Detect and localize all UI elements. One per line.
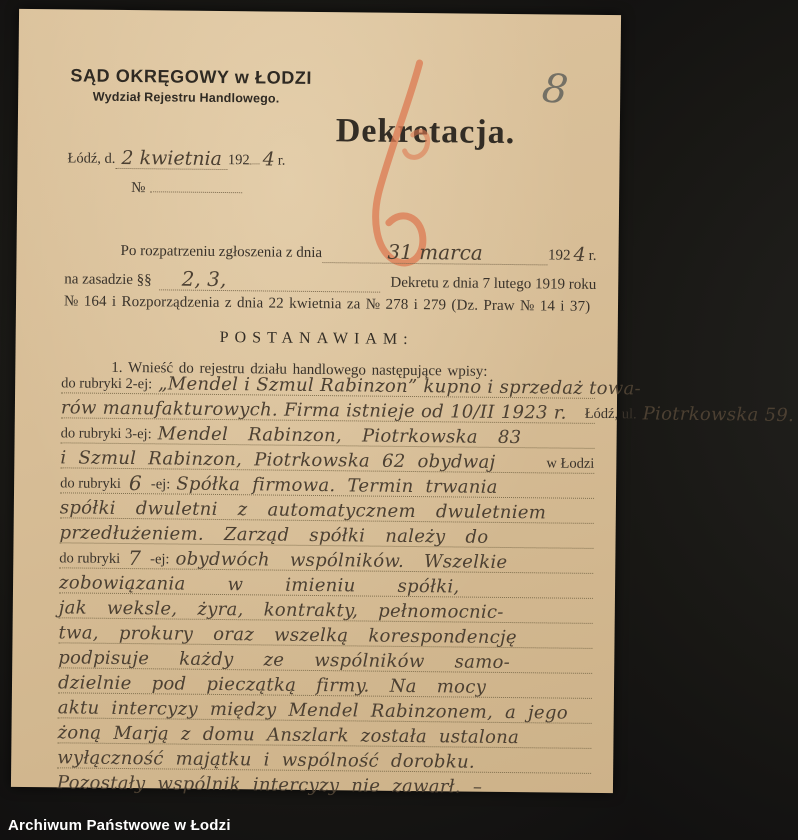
rubric-2-handwriting-cont: rów manufakturowych. Firma istnieje od 10/II 1923 r. — [60, 397, 567, 424]
rubric-7-label-suffix: -ej: — [150, 551, 170, 568]
city-street-label: Łódź, ul. — [584, 405, 637, 423]
court-name: SĄD OKRĘGOWY w ŁODZI — [70, 65, 313, 88]
rubric-2-handwriting: „Mendel i Szmul Rabinzon” kupno i sprzedaż towa- — [158, 373, 642, 400]
intro-sections-rule — [160, 265, 381, 292]
handwriting-line: podpisuje każdy ze wspólników samo- — [58, 647, 511, 674]
handwriting-line: Pozostały wspólnik intercyzy nie zawarł. – — [56, 772, 483, 798]
rubric-7-label: do rubryki — [59, 550, 121, 567]
rubric-3-handwriting: Mendel Rabinzon, Piotrkowska 83 — [157, 423, 522, 449]
rubric-7-number: 7 — [128, 546, 142, 571]
date-rule — [115, 146, 228, 170]
pencil-page-number: 8 — [539, 65, 571, 114]
handwritten-filing-date: 31 marca — [387, 239, 483, 265]
resolution-heading: POSTANAWIAM: — [219, 328, 414, 349]
intro-decree: Dekretu z dnia 7 lutego 1919 roku — [390, 274, 597, 293]
year-prefix: 192 — [227, 152, 250, 169]
intro-considered: Po rozpatrzeniu zgłoszenia z dnia — [120, 242, 323, 262]
handwritten-street: Piotrkowska 59. — [642, 403, 795, 427]
letterhead — [70, 65, 313, 106]
rubric-6-number: 6 — [128, 471, 143, 496]
intro-year-suffix: r. — [588, 247, 597, 264]
handwriting-line: spółki dwuletni z automatycznem dwuletniem — [59, 497, 547, 524]
handwriting-line: aktu intercyzy między Mendel Rabinzonem, a jego — [57, 697, 569, 724]
handwritten-date: 2 kwietnia — [121, 146, 223, 171]
entry-row-rubric-7 — [59, 543, 593, 574]
handwriting-line: twa, prokury oraz wszelką korespondencję — [58, 622, 517, 649]
handwriting-line: dzielnie pod pieczątką firmy. Na mocy — [57, 672, 487, 698]
rubric-3-handwriting-cont: i Szmul Rabinzon, Piotrkowska 62 obydwaj — [60, 447, 496, 473]
year-rule — [250, 163, 260, 164]
entry-row-line-last — [57, 768, 591, 798]
rubric-2-label: do rubryki 2-ej: — [61, 375, 153, 393]
document-title: Dekretacja. — [335, 112, 516, 152]
date-place-label: Łódź, d. — [67, 150, 116, 167]
date-line — [67, 145, 337, 171]
document-paper — [11, 9, 795, 798]
rubric-3-label: do rubryki 3-ej: — [60, 425, 152, 443]
number-label: № — [131, 180, 146, 197]
handwriting-line: żoną Marją z domu Anszlark została ustalona — [57, 722, 520, 749]
in-lodz-label: w Łodzi — [546, 455, 595, 472]
handwriting-line: zobowiązania w imieniu spółki, — [58, 572, 460, 598]
year-suffix: r. — [277, 152, 286, 169]
handwriting-line: jak weksle, żyra, kontrakty, pełnomocnic- — [58, 597, 504, 623]
intro-date-rule — [322, 238, 548, 265]
register-entries — [56, 368, 795, 798]
intro-line-1 — [64, 235, 596, 266]
handwriting-line: wyłączność majątku i wspólność dorobku. — [57, 747, 476, 773]
handwritten-year: 4 — [262, 148, 275, 171]
handwritten-filing-year: 4 — [573, 243, 586, 266]
rubric-6-label: do rubryki — [60, 475, 122, 492]
intro-basis: na zasadzie §§ — [64, 271, 152, 289]
handwriting-line: przedłużeniem. Zarząd spółki należy do — [59, 522, 489, 548]
division-name: Wydział Rejestru Handlowego. — [92, 89, 280, 106]
intro-line-2 — [64, 264, 596, 295]
rubric-6-handwriting: Spółka firmowa. Termin trwania — [176, 473, 498, 498]
rubric-7-handwriting: obydwóch wspólników. Wszelkie — [175, 548, 508, 574]
number-rule — [150, 191, 242, 193]
archive-watermark: Archiwum Państwowe w Łodzi — [8, 817, 231, 834]
rubric-6-label-suffix: -ej: — [150, 476, 171, 493]
item-1: 1. Wnieść do rejestru działu handlowego następujące wpisy: — [111, 359, 488, 380]
intro-line-3: № 164 i Rozporządzenia z dnia 22 kwietnia za № 278 i 279 (Dz. Praw № 14 i 37) — [63, 293, 591, 315]
number-line — [131, 180, 242, 198]
handwritten-sections: 2, 3, — [181, 266, 227, 292]
intro-year-prefix: 192 — [547, 247, 571, 264]
entry-row-rubric-6 — [60, 468, 594, 499]
